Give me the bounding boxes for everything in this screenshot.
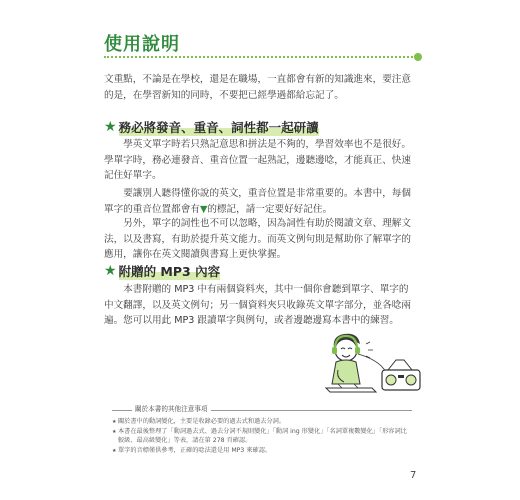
paragraph-text: 的標記，請一定要好好記住。 xyxy=(207,203,333,215)
title-divider xyxy=(104,56,416,58)
stress-mark-icon: ▼ xyxy=(199,203,208,215)
section1-paragraph-3: 另外，單字的詞性也不可以忽略，因為詞性有助於閱讀文章、理解文法，以及書寫，有助於提升英文能力。而英文例句則是幫助你了解單字的應用，讓你在英文閱讀與書寫上更快掌握。 xyxy=(104,218,411,260)
notes-list xyxy=(112,411,412,455)
notes-box xyxy=(112,405,412,457)
notes-item: ★ 單字的音標僅供參考，正確的唸法還是用 MP3 來確認。 xyxy=(112,446,412,456)
paragraph-text: 要讓別人聽得懂你說的英文，重音位置是非常重要的。本書中，每個單字的重音位置都會有 xyxy=(104,188,411,215)
section1-paragraph-1: 學英文單字時若只熟記意思和拼法是不夠的，學習效率也不是很好。學單字時，務必連發音、重音位置一起熟記，邊聽邊唸，才能真正、快速記住好單字。 xyxy=(104,139,411,181)
section-heading-mp3 xyxy=(104,262,220,280)
notes-title: 關於本書的其他注意事項 xyxy=(132,405,211,415)
section-heading-text: 附贈的 MP3 內容 xyxy=(118,264,221,279)
section-heading-text: 務必將發音、重音、詞性都一起研讀 xyxy=(118,120,319,135)
intro-paragraph: 文重點，不論是在學校，還是在職場，一直都會有新的知識進來，要注意的是，在學習新知的同時，不要把已經學過都給忘記了。 xyxy=(104,74,411,101)
page-title: 使用說明 xyxy=(104,34,180,55)
section2-paragraph-1: 本書附贈的 MP3 中有兩個資料夾，其中一個你會聽到單字、單字的中文翻譯，以及英文例句；另一個資料夾只收錄英文單字部分，並各唸兩遍。您可以用此 MP3 跟讀單字與例句，或者邊聽邊寫本書中的練習。 xyxy=(104,284,411,326)
student-listening-illustration xyxy=(324,330,424,400)
notes-item: ★ 本書在最後整理了「動詞過去式、過去分詞不規則變化」「動詞 ing 形變化」「名詞單複數變化」「形容詞比較級、最高級變化」等表，請在第 278 頁確認。 xyxy=(112,427,412,446)
section-heading-pronunciation xyxy=(104,118,319,136)
star-icon: ★ xyxy=(104,119,117,135)
notes-item: ★ 關於書中的動詞變化，主要是收錄必要的過去式和過去分詞。 xyxy=(112,417,412,427)
page-number: 7 xyxy=(410,470,417,481)
section1-paragraph-2 xyxy=(104,186,416,217)
star-icon: ★ xyxy=(104,263,117,279)
